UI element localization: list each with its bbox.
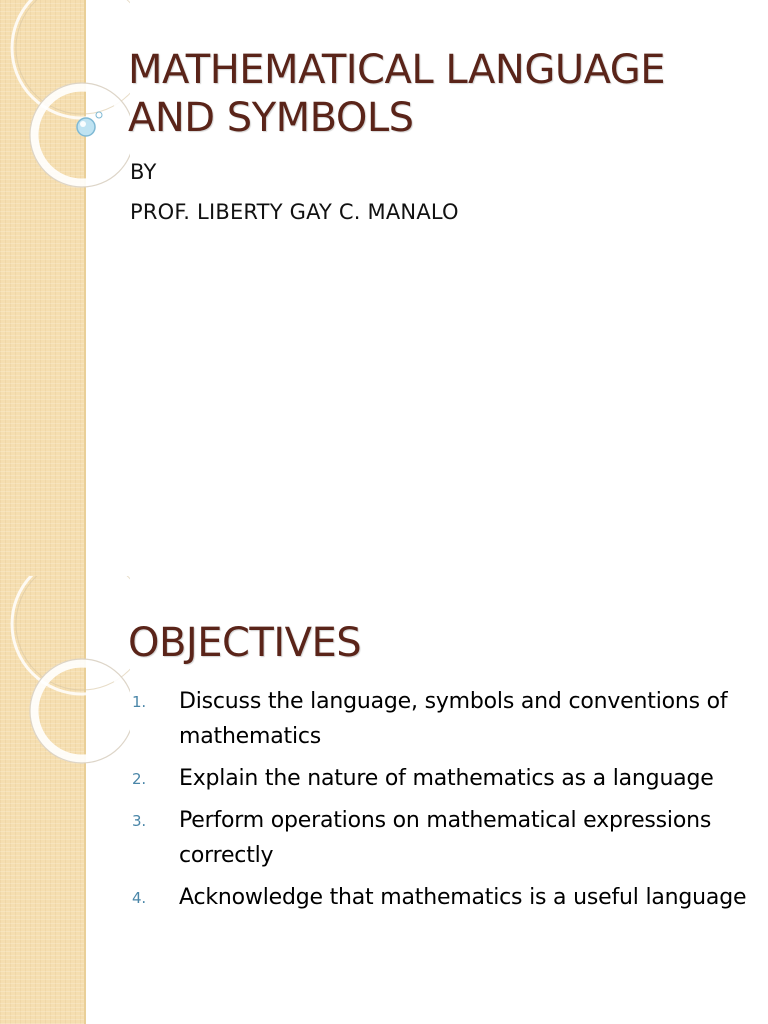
author-name: PROF. LIBERTY GAY C. MANALO: [130, 200, 459, 224]
objective-text: Explain the nature of mathematics as a language: [179, 766, 714, 791]
objective-number: 3.: [132, 812, 146, 830]
objective-number: 4.: [132, 889, 146, 907]
decorative-rings: [0, 576, 130, 836]
objective-text: Perform operations on mathematical expressions correctly: [179, 808, 712, 868]
objective-item: [132, 761, 752, 796]
presentation-title: MATHEMATICAL LANGUAGE AND SYMBOLS: [128, 47, 666, 141]
objective-item: [132, 803, 752, 873]
objective-item: [132, 880, 752, 915]
objective-number: 1.: [132, 693, 146, 711]
decorative-rings: [0, 0, 130, 260]
objectives-slide: [0, 576, 768, 1024]
objective-item: [132, 684, 752, 754]
objective-text: Discuss the language, symbols and conventions of mathematics: [179, 689, 728, 749]
objectives-heading: OBJECTIVES: [128, 620, 362, 666]
by-label: BY: [130, 160, 157, 184]
objectives-list: [132, 684, 752, 922]
objective-text: Acknowledge that mathematics is a useful language: [179, 885, 747, 910]
objective-number: 2.: [132, 770, 146, 788]
